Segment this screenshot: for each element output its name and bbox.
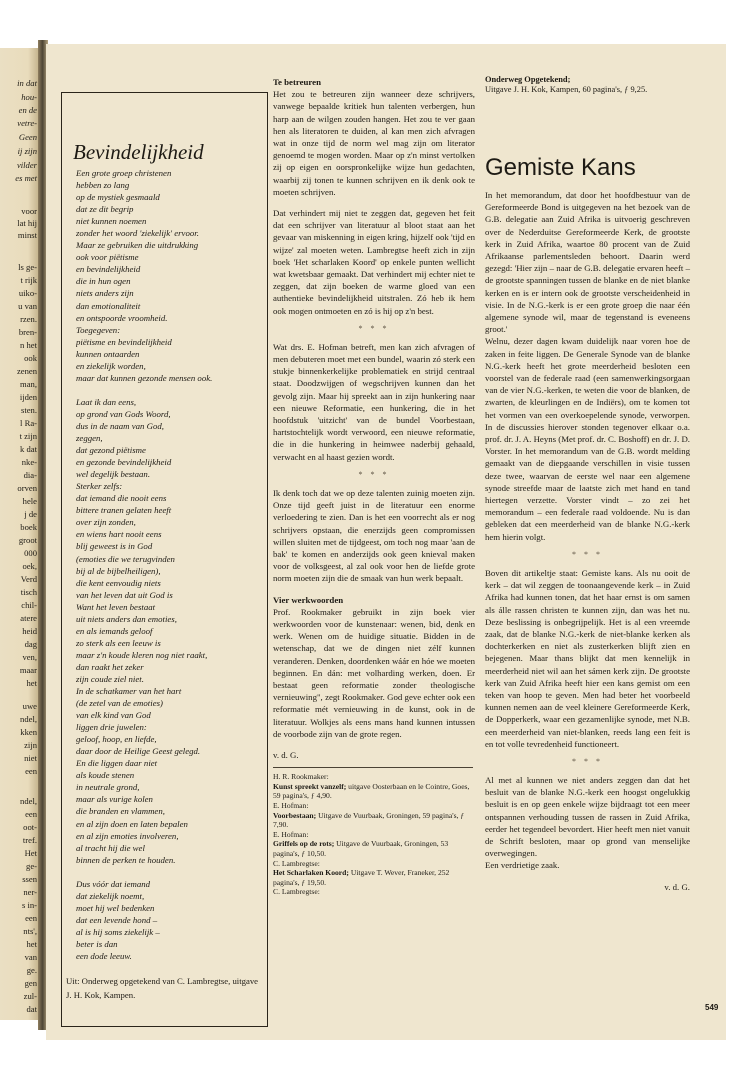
section-divider: * * * (358, 323, 390, 333)
reference-entry (273, 811, 475, 830)
poem-line: en ontspoorde vroomheid. (76, 312, 168, 323)
poem-line: bittere tranen gelaten heeft (76, 505, 172, 516)
poem-line: en wiens hart nooit eens (76, 529, 162, 540)
book-reference (485, 75, 690, 95)
stanza-break (76, 866, 262, 878)
reference-entry (273, 830, 475, 840)
poem-line: uit niets anders dan emoties, (76, 613, 177, 624)
poem-line: piëtisme en bevindelijkheid (76, 336, 172, 347)
poem-line: maar z'n koude kleren nog niet raakt, (76, 649, 208, 660)
previous-page-fragment: 000 (24, 548, 37, 558)
reference-entry (273, 772, 475, 782)
previous-page-fragment: een (25, 913, 37, 923)
previous-page-fragment: es met (15, 173, 37, 183)
previous-page-fragment: oek, (22, 561, 37, 571)
previous-page-fragment: maar (19, 665, 37, 675)
paragraph: Het zou te betreuren zijn wanneer deze schrijvers, vanwege bepaalde kritiek hun talenten verbergen, hun harp aan de wilgen zouden hangen. Het zou te ver gaan hen als literatoren te duiden, al kan men zich afvragen wat in onze tijd de norm wel mag zijn om literator genoemd te mogen worden. Maar op z'n minst vertolken zij op eigen en oorspronkelijke wijze hun gedachten, waarbij zij tonen te kunnen schrijven en ik denk ook te moeten schrijven. (273, 89, 475, 197)
previous-page-fragment: uiko- (18, 288, 37, 298)
previous-page-fragment: zul- (23, 991, 37, 1001)
previous-page-fragment: uwe (22, 701, 37, 711)
previous-page-fragment: dag (24, 639, 37, 649)
poem-line: op grond van Gods Woord, (76, 408, 171, 419)
poem-line: wel degelijk bestaan. (76, 469, 151, 480)
previous-page-fragment: ij zijn (17, 146, 37, 156)
previous-page-fragment: ook (24, 353, 37, 363)
book-reference-title: Onderweg Opgetekend; (485, 75, 571, 84)
poem-line: beter is dan (76, 939, 118, 949)
previous-page-fragment: voor (21, 206, 37, 216)
poem-line: Toegegeven: (76, 324, 121, 335)
poem-line: een dode leeuw. (76, 951, 132, 962)
poem-line: blij geweest is in God (76, 541, 153, 552)
poem-line: maar als vurige kolen (76, 794, 153, 805)
poem-line: liggen drie juwelen: (76, 722, 147, 733)
previous-page-fragment: orven (17, 483, 37, 493)
section-divider: * * * (572, 756, 603, 766)
previous-page-fragment: j de (24, 509, 37, 519)
reference-entry (273, 801, 475, 811)
previous-page-fragment: bren- (18, 327, 37, 337)
previous-page-fragment: van (24, 952, 37, 962)
previous-page-fragment: hou- (21, 92, 37, 102)
poem-line: die in hun ogen (76, 276, 131, 287)
previous-page-fragment: boek (20, 522, 37, 532)
previous-page-fragment: ls ge- (18, 262, 37, 272)
reference-text: Uitgave de Vuurbaak, Groningen, 59 pagina's, ƒ 7,90. (273, 810, 465, 830)
poem-line: dus in de naam van God, (76, 420, 164, 431)
poem-line: maar dat kunnen gezonde mensen ook. (76, 372, 213, 383)
page-number: 549 (705, 1003, 719, 1012)
previous-page-fragment: n het (20, 340, 37, 350)
poem-line: Laat ik dan eens, (76, 396, 137, 407)
poem-line: hebben zo lang (76, 180, 130, 191)
middle-column (273, 76, 475, 897)
reference-title: Griffels op de rots; (273, 839, 335, 849)
previous-page-fragment: nke- (21, 457, 37, 467)
reference-text: C. Lambregtse: (273, 887, 320, 897)
reference-entry (273, 868, 475, 887)
previous-page-fragment: hele (22, 496, 37, 506)
section-heading: Te betreuren (273, 77, 321, 87)
previous-page-fragment: dat (26, 1004, 37, 1014)
previous-page-fragment: een (25, 766, 37, 776)
paragraph: Een verdrietige zaak. (485, 860, 560, 871)
previous-page-fragment: lat hij (17, 218, 37, 228)
previous-page-fragment: ndel, (20, 714, 37, 724)
previous-page-fragment: chil- (21, 600, 37, 610)
poem-line: geloof, hoop, en liefde, (76, 734, 157, 745)
poem-line: over zijn zonden, (76, 517, 136, 528)
paragraph: In het memorandum, dat door het hoofdbestuur van de Gereformeerde Bond is uitgegeven na het bezoek van de G.B. delegatie aan Zuid Afrika is uitvoerig geschreven over de Nederduitse Gereformeerde Kerk, de grootste kerk in Zuid Afrika, waartoe 80 procent van de Zuid Afrikaanse parlementsleden behoort. Daarin werd gezegd: 'Hier zijn – naar de G.B. delegatie ervaren heeft – de grootste spanningen tussen de blanke en de niet blanke kerken en is er intern ook de grootste verscheidenheid in visie. In de N.G.-kerk is er een grote groep die naar één algemene synode wil, maar de tegenstand is eveneens groot.' (485, 190, 690, 335)
reference-entry (273, 839, 475, 858)
previous-page-fragment: rzen. (20, 314, 37, 324)
previous-page-fragment: u van (18, 301, 37, 311)
poem-line: zonder het woord 'ziekelijk' ervoor. (76, 228, 199, 239)
reference-text: E. Hofman: (273, 800, 309, 810)
poem-line: ook voor piëtisme (76, 252, 139, 263)
reference-title: Voorbestaan; (273, 810, 317, 820)
right-column (485, 75, 690, 893)
section-divider: * * * (358, 469, 390, 479)
previous-page-fragment: Verd (20, 574, 37, 584)
section-divider: * * * (572, 549, 603, 559)
previous-page-fragment: vilder (16, 160, 37, 170)
paragraph: Boven dit artikeltje staat: Gemiste kans. Als nu ooit de kerk – dat wil zeggen de toonaangevende kerk – in Zuid Afrika had kunnen tonen, dat het haar ernst is om samen als álle rassen christen te kunnen zijn, dan was het nu. Deze beslissing is onbegrijpelijk. Het is al een vreemde zaak, dat de blanke N.G.-kerk de niet-blanke kerken als dochterkerken en niet als zusterkerken blijft zien en bejegenen. Maar thans blijkt dat men kennelijk in meerderheid niet wil aan het sámen kerk zijn. De grootste kerk van Zuid Afrika heeft hier een kans gemist om een teken van hoop te geven. Men had beter het voorbeeld kunnen nemen aan de veel kleinere Gereformeerde Kerk, de Dopperkerk, waar een gezamenlijke synode, met N.B. een meerderheid van niet-blanken, reeds lang een feit is en tot volle tevredenheid functioneert. (485, 567, 690, 749)
poem-line: dat gezond piëtisme (76, 445, 146, 456)
poem-line: dat iemand die nooit eens (76, 493, 167, 504)
previous-page-fragment: in dat (17, 78, 37, 88)
previous-page-fragment: Het (24, 848, 37, 858)
previous-page-fragment: tisch (20, 587, 37, 597)
previous-page-fragment: ndel, (20, 796, 37, 806)
previous-page-fragment: kken (20, 727, 37, 737)
previous-page-fragment: man, (20, 379, 37, 389)
poem-line: op de mystiek gesmaald (76, 192, 160, 203)
poem-line: (emoties die we terugvinden (76, 553, 175, 564)
poem-line: en als iemands geloof (76, 625, 153, 636)
previous-page-fragment: vetre- (17, 118, 37, 128)
poem-credit: Uit: Onderweg opgetekend van C. Lambregtse, uitgave J. H. Kok, Kampen. (66, 976, 259, 1000)
poem-line: (de zetel van de emoties) (76, 698, 163, 709)
poem-line: als koude stenen (76, 770, 135, 781)
paragraph: Dat verhindert mij niet te zeggen dat, gegeven het feit dat een schrijver van literatuur al bloot staat aan het gevaar van miskenning in eigen kring, hijzelf ook 'tijd en wijze' zal moeten weten. Lambregtse heeft zich in zijn boek 'Het scharlaken Koord' op enkele punten wellicht wat kwetsbaar gemaakt. Dat verhindert mij echter niet te zeggen, dat zijn boeken de warme gloed van een authentieke bevindelijkheid uitstralen. Zó heb ik hem ook mogen ontmoeten en zó is hij op z'n best. (273, 208, 475, 316)
previous-page-fragment: heid (22, 626, 37, 636)
reference-text: uitgave Oosterbaan en le Cointre, Goes, 59 pagina's, ƒ 4,90. (273, 781, 470, 801)
poem-line: dat ziekelijk noemt, (76, 890, 145, 901)
previous-page-fragment: oot- (23, 822, 37, 832)
poem-line: in neutrale grond, (76, 782, 140, 793)
previous-page-fragment: Geen (18, 132, 37, 142)
reference-text: C. Lambregtse: (273, 858, 320, 868)
poem-line: daar door de Heilige Geest gelegd. (76, 746, 201, 757)
previous-page-fragment: groot (18, 535, 37, 545)
previous-page-fragment: t zijn (19, 431, 37, 441)
poem-line: zeggen, (76, 433, 103, 444)
previous-page-fragment: het (26, 678, 37, 688)
previous-page-fragment: minst (17, 230, 37, 240)
paragraph: Welnu, dezer dagen kwam duidelijk naar voren hoe de zaken in feite liggen. De Generale Synode van de blanke N.G.-kerk heeft het grote meerderheid besloten een voorstel van de federale raad (een samenwerkingsorgaan van de vier N.G.-kerken, te weten die voor de blanken, de zwarten, de kleurlingen en de Indiërs), om te komen tot het vormen van een overkoepelende synode, verworpen. In de discussies hierover stonden tegenover elkaar o.a. prof. dr. J. A. Heyns (Met prof. dr. C. Boshoff) en dr. J. D. Vorster. In het memorandum van de G.B. wordt melding gemaakt van de diepgaande verschillen in visie tussen deze twee, waarvan de eerste wel naar een algemene synode streefde maar de laatste zich met hand en tand hiertegen verzette. Vorster vindt – zo zei het memorandum – een federale raad voldoende. Nu is dan gebleken dat een meerderheid van de blanke N.G.-kerk hem hierin volgt. (485, 336, 690, 542)
previous-page-fragment: zenen (16, 366, 37, 376)
poem-line: moet hij wel bedenken (76, 902, 155, 913)
previous-page-fragment: atere (20, 613, 37, 623)
signature: v. d. G. (664, 881, 690, 892)
poem-line: niets anders zijn (76, 288, 134, 299)
reference-title: Het Scharlaken Koord; (273, 868, 349, 878)
reference-title: Kunst spreekt vanzelf; (273, 781, 347, 791)
previous-page-fragment: l Ra- (20, 418, 37, 428)
poem-body (76, 167, 262, 962)
references-list (273, 772, 475, 897)
poem-line: al tracht hij die wel (76, 842, 145, 853)
poem-line: En die liggen daar niet (76, 758, 158, 769)
poem-line: niet kunnen noemen (76, 216, 147, 227)
poem-line: en al zijn emoties involveren, (76, 830, 179, 841)
poem-line: Een grote groep christenen (76, 168, 172, 178)
poem-line: dan raakt het zeker (76, 661, 144, 672)
paragraph: Al met al kunnen we niet anders zeggen dan dat het besluit van de blanke N.G.-kerk een hoogst ongelukkig besluit is en op geen enkele wijze bijdraagt tot een meer ontspannen verhouding tussen de rassen in Zuid Afrika, eerder het tegendeel bevordert. Hier heeft men niet vanuit de Schrift besloten, maar op grond van menselijke overwegingen. (485, 774, 690, 859)
reference-text: E. Hofman: (273, 829, 309, 839)
previous-page-fragment: nts', (23, 926, 37, 936)
paragraph: Ik denk toch dat we op deze talenten zuinig moeten zijn. Onze tijd geeft juist in de literatuur een enorme verloedering te zien. Dan is het een voorrecht als er nog schrijvers opstaan, die enerzijds geen compromissen willen sluiten met de tijdgeest, om toch nog maar 'aan de bak' te komen en anderzijds ook geen knieval maken voor de volksgeest, al zal ook voor hen de liefde grote norm moeten zijn die de smaak van hun werk bepaalt. (273, 487, 475, 584)
paragraph: Wat drs. E. Hofman betreft, men kan zich afvragen of men debuteren moet met een bundel, waarin zó sterk een stukje binnenkerkelijke problematiek en strijd centraal staat. Doodzwijgen of wegschrijven kunnen dan het gevolg zijn. Maar hij spreekt aan in zijn hunkering naar een nieuwe Reformatie, een hunkering, die in het hoofdstuk 'uitzicht' van de bundel Voorbestaan, hartstochtelijk wordt verwoord, een nieuwe reformatie, die in die hunkering in heimwee naderbij gehaald, verwacht en al haast gezien wordt. (273, 341, 475, 462)
previous-page-fragment: k dat (20, 444, 37, 454)
reference-text: Uitgave T. Wever, Franeker, 252 pagina's, ƒ 19,50. (273, 868, 450, 887)
previous-page-fragment: sten. (21, 405, 37, 415)
reference-entry (273, 782, 475, 801)
previous-page-fragment: ijden (19, 392, 37, 402)
stanza-break (76, 384, 262, 396)
divider-rule (273, 767, 473, 768)
poem-line: Dus vóór dat iemand (76, 878, 151, 889)
previous-page-fragment: ge- (26, 861, 37, 871)
book-reference-details: Uitgave J. H. Kok, Kampen, 60 pagina's, ƒ 9,25. (485, 85, 648, 94)
poem-line: Want het leven bestaat (76, 601, 156, 612)
previous-page-fragment: ner- (23, 887, 37, 897)
poem-line: kunnen ontaarden (76, 348, 140, 359)
poem-line: al is hij soms ziekelijk – (76, 926, 160, 937)
previous-page-fragment: s in- (21, 900, 37, 910)
previous-page-fragment: niet (24, 753, 37, 763)
poem-line: Sterker zelfs: (76, 481, 123, 492)
reference-text: Uitgave de Vuurbaak, Groningen, 53 pagina's, ƒ 10,50. (273, 839, 449, 858)
poem-line: en al zijn doen en laten bepalen (76, 818, 188, 829)
previous-page-fragment: ssen (22, 874, 37, 884)
previous-page-fragment: ven, (22, 652, 37, 662)
previous-page-fragment: en de (18, 105, 37, 115)
poem-line: die branden en vlammen, (76, 806, 165, 817)
previous-page-fragment: het (26, 939, 37, 949)
poem-line: In de schatkamer van het hart (76, 686, 182, 697)
article-title: Gemiste Kans (485, 154, 636, 181)
poem-line: en ziekelijk worden, (76, 360, 146, 371)
paragraph: Prof. Rookmaker gebruikt in zijn boek vier werkwoorden voor de kunstenaar: wenen, bid, denk en werk. Wenen om de huidige situatie. Bidden in de wetenschap, dat we de dingen niet zélf kunnen veranderen. Denken, doordenken wáár en hóe we moeten beginnen. En dán: met volharding werken, doen. Er bestaat geen reformatie zonder theologische vernieuwing", zegt Rookmaker. God geve echter ook een reformatie mét vernieuwing in de kunst, ook in de literatuur. Wolkjes als eens mans hand kunnen intussen de voorbode zijn van de grote regen. (273, 606, 475, 739)
poem-line: Maar ze gebruiken die uitdrukking (76, 240, 199, 251)
poem-line: zo sterk als een leeuw is (76, 637, 161, 648)
reference-entry (273, 859, 475, 869)
poem-line: en gezonde bevindelijkheid (76, 457, 172, 468)
poem-line: zijn coude ziel niet. (76, 673, 144, 684)
poem-line: dat ze dit begrip (76, 204, 134, 215)
previous-page-edge (0, 48, 40, 1020)
section-heading: Vier werkwoorden (273, 594, 344, 605)
poem-line: van elk kind van God (76, 710, 151, 721)
poem-line: van het leven dat uit God is (76, 589, 173, 600)
previous-page-fragment: dia- (23, 470, 37, 480)
signature: v. d. G. (273, 749, 299, 760)
reference-text: H. R. Rookmaker: (273, 772, 329, 782)
previous-page-fragment: t rijk (20, 275, 37, 285)
previous-page-fragment: een (25, 809, 37, 819)
poem-line: binnen de perken te houden. (76, 854, 176, 865)
reference-entry (273, 887, 475, 897)
poem-line: bij al de bijbelheiligen), (76, 565, 161, 576)
poem-title: Bevindelijkheid (73, 140, 204, 164)
poem-line: dat een levende hond – (76, 914, 158, 925)
poem-line: en bevindelijkheid (76, 264, 141, 275)
poem-line: die kent eenvoudig niets (76, 577, 161, 588)
previous-page-fragment: ge. (26, 965, 37, 975)
previous-page-fragment: zijn (24, 740, 37, 750)
previous-page-fragment: gen (24, 978, 37, 988)
poem-line: dan emotionaliteit (76, 300, 141, 311)
previous-page-fragment: tref. (22, 835, 37, 845)
